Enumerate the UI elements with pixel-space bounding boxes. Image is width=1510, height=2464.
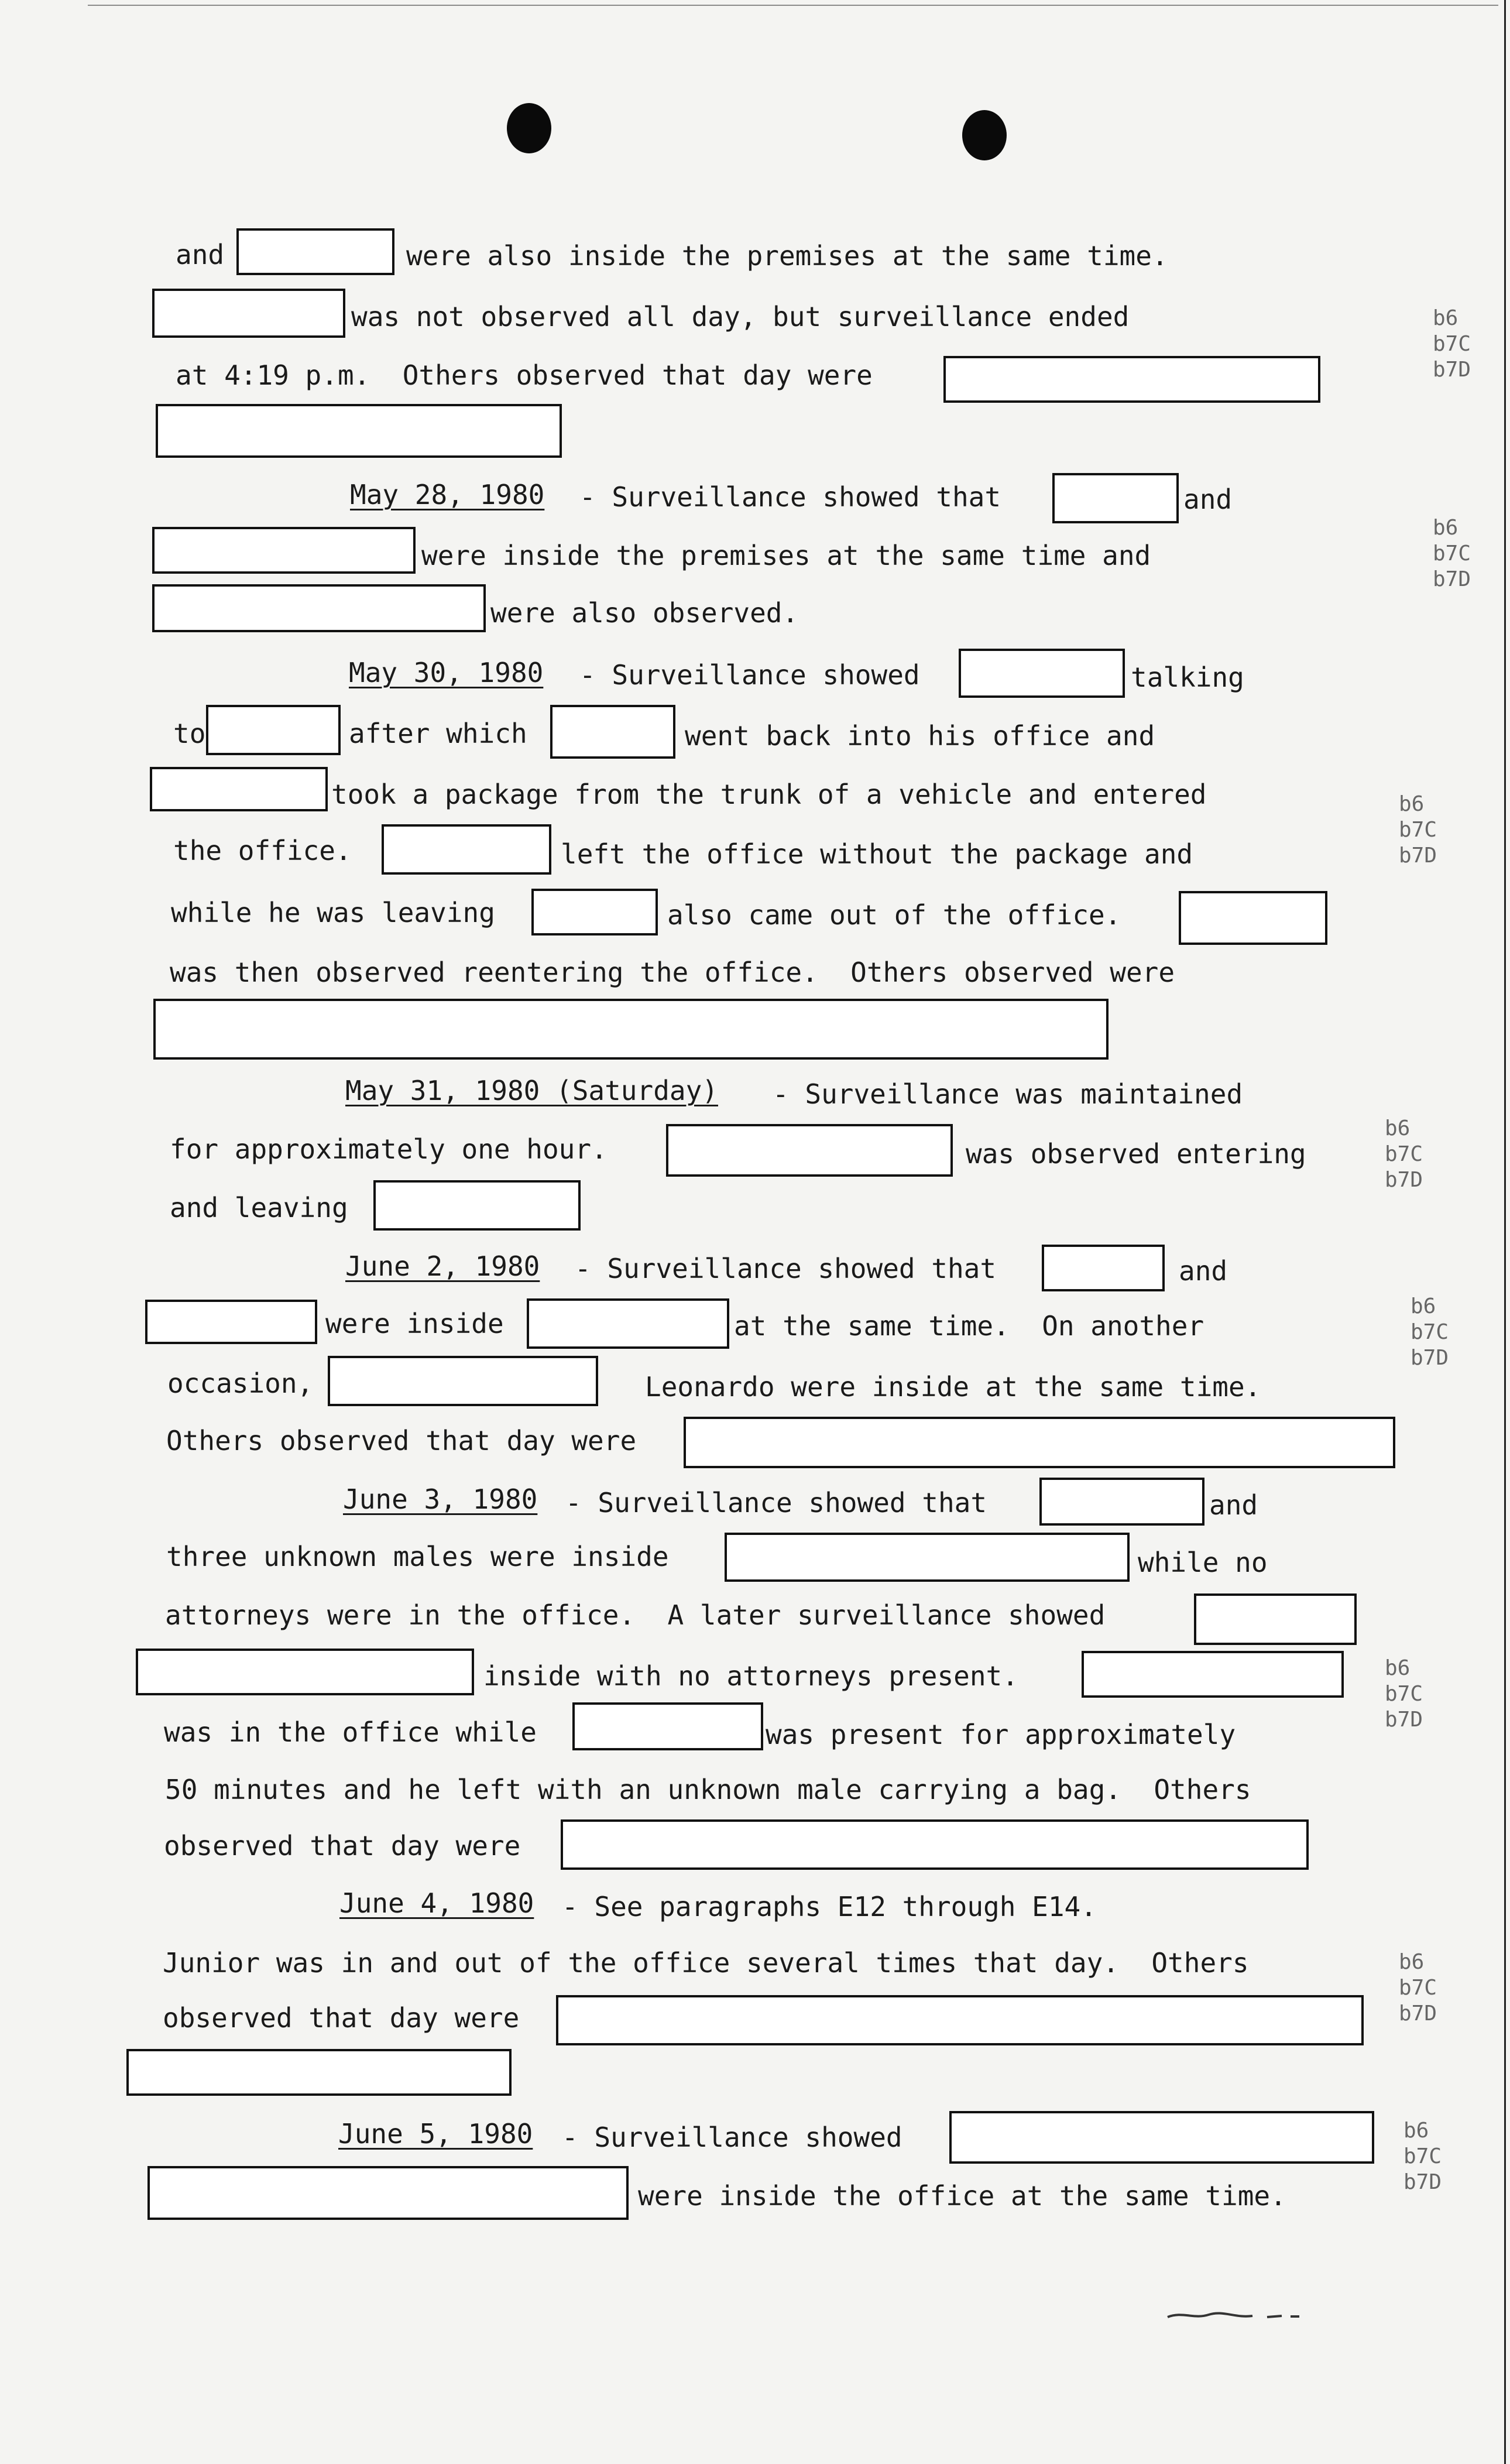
- line-text: - Surveillance was maintained: [773, 1078, 1243, 1110]
- line-text: and: [1209, 1489, 1258, 1521]
- line-text: the office.: [173, 835, 352, 866]
- entry-date: May 31, 1980 (Saturday): [345, 1075, 718, 1106]
- line-text: at the same time. On another: [734, 1310, 1204, 1342]
- line-text: and: [176, 239, 225, 270]
- punch-hole-left: [507, 103, 551, 153]
- redaction-box: [147, 2166, 629, 2220]
- redaction-box: [1082, 1651, 1344, 1698]
- redaction-box: [1052, 473, 1179, 523]
- redaction-box: [943, 356, 1320, 403]
- redaction-box: [236, 228, 394, 275]
- line-text: were inside: [325, 1308, 504, 1339]
- redaction-box: [1179, 891, 1327, 945]
- exemption-codes: b6 b7C b7D: [1433, 306, 1471, 382]
- line-text: was observed entering: [966, 1138, 1306, 1170]
- line-text: attorneys were in the office. A later surveillance showed: [165, 1599, 1106, 1631]
- redaction-box: [373, 1180, 581, 1231]
- punch-hole-right: [962, 110, 1007, 160]
- line-text: 50 minutes and he left with an unknown male carrying a bag. Others: [165, 1774, 1251, 1805]
- redaction-box: [152, 289, 345, 338]
- exemption-codes: b6 b7C b7D: [1403, 2119, 1442, 2194]
- redaction-box: [531, 889, 658, 935]
- redaction-box: [206, 705, 341, 755]
- redaction-box: [550, 705, 675, 759]
- line-text: Others observed that day were: [166, 1425, 637, 1457]
- redaction-box: [126, 2049, 512, 2096]
- line-text: were inside the office at the same time.: [638, 2180, 1286, 2212]
- redaction-box: [145, 1300, 317, 1344]
- line-text: also came out of the office.: [667, 899, 1121, 931]
- line-text: while no: [1138, 1547, 1268, 1578]
- line-text: Leonardo were inside at the same time.: [645, 1371, 1261, 1403]
- line-text: - See paragraphs E12 through E14.: [562, 1891, 1097, 1922]
- redaction-box: [556, 1995, 1364, 2045]
- line-text: and: [1179, 1255, 1228, 1287]
- line-text: observed that day were: [164, 1830, 521, 1862]
- line-text: three unknown males were inside: [166, 1541, 669, 1572]
- redaction-box: [150, 767, 328, 811]
- redaction-box: [136, 1649, 474, 1695]
- entry-date: May 30, 1980: [349, 657, 544, 688]
- line-text: was present for approximately: [766, 1719, 1236, 1750]
- redaction-box: [152, 584, 486, 632]
- line-text: was not observed all day, but surveillance ended: [351, 301, 1130, 333]
- line-text: to: [173, 718, 206, 749]
- exemption-codes: b6 b7C b7D: [1411, 1294, 1449, 1370]
- line-text: was in the office while: [164, 1716, 537, 1748]
- line-text: inside with no attorneys present.: [483, 1660, 1018, 1692]
- exemption-codes: b6 b7C b7D: [1385, 1656, 1423, 1732]
- page-edge-right: [1504, 0, 1506, 2464]
- line-text: observed that day were: [163, 2002, 520, 2034]
- redaction-box: [1194, 1593, 1357, 1645]
- exemption-codes: b6 b7C b7D: [1399, 1950, 1437, 2026]
- redaction-box: [725, 1533, 1130, 1582]
- redaction-box: [328, 1356, 598, 1406]
- page-edge-top: [88, 5, 1498, 6]
- entry-date: June 5, 1980: [338, 2118, 533, 2150]
- line-text: went back into his office and: [685, 720, 1155, 752]
- redaction-box: [382, 824, 551, 875]
- entry-date: June 4, 1980: [339, 1887, 534, 1919]
- redaction-box: [152, 527, 416, 574]
- line-text: at 4:19 p.m. Others observed that day were: [176, 359, 873, 391]
- redaction-box: [666, 1124, 953, 1177]
- entry-date: May 28, 1980: [350, 479, 545, 510]
- line-text: talking: [1131, 662, 1244, 693]
- line-text: were inside the premises at the same time and: [421, 540, 1151, 571]
- line-text: after which: [349, 718, 527, 749]
- exemption-codes: b6 b7C b7D: [1385, 1116, 1423, 1192]
- line-text: for approximately one hour.: [170, 1133, 608, 1165]
- line-text: - Surveillance showed that: [579, 481, 1001, 513]
- scribble-mark: [1165, 2307, 1305, 2324]
- exemption-codes: b6 b7C b7D: [1399, 792, 1437, 868]
- redaction-box: [153, 999, 1109, 1060]
- line-text: left the office without the package and: [561, 838, 1193, 870]
- line-text: - Surveillance showed: [562, 2122, 902, 2153]
- redaction-box: [572, 1702, 763, 1750]
- entry-date: June 3, 1980: [343, 1483, 538, 1515]
- redaction-box: [1042, 1245, 1165, 1291]
- line-text: while he was leaving: [171, 897, 495, 928]
- redaction-box: [959, 649, 1125, 698]
- entry-date: June 2, 1980: [345, 1250, 540, 1282]
- line-text: - Surveillance showed that: [565, 1487, 987, 1519]
- redaction-box: [156, 404, 562, 458]
- line-text: took a package from the trunk of a vehicle and entered: [331, 779, 1207, 810]
- line-text: - Surveillance showed: [579, 659, 920, 691]
- exemption-codes: b6 b7C b7D: [1433, 516, 1471, 591]
- line-text: occasion,: [167, 1368, 314, 1399]
- line-text: and: [1183, 484, 1233, 515]
- line-text: were also observed.: [490, 597, 799, 629]
- redaction-box: [1039, 1478, 1204, 1526]
- line-text: was then observed reentering the office. Others observed were: [170, 957, 1175, 988]
- line-text: were also inside the premises at the same time.: [406, 240, 1168, 272]
- line-text: - Surveillance showed that: [575, 1253, 997, 1284]
- redaction-box: [949, 2111, 1374, 2164]
- redaction-box: [561, 1819, 1309, 1870]
- line-text: Junior was in and out of the office several times that day. Others: [163, 1947, 1249, 1979]
- redaction-box: [527, 1298, 729, 1349]
- redaction-box: [684, 1417, 1395, 1468]
- line-text: and leaving: [170, 1192, 348, 1224]
